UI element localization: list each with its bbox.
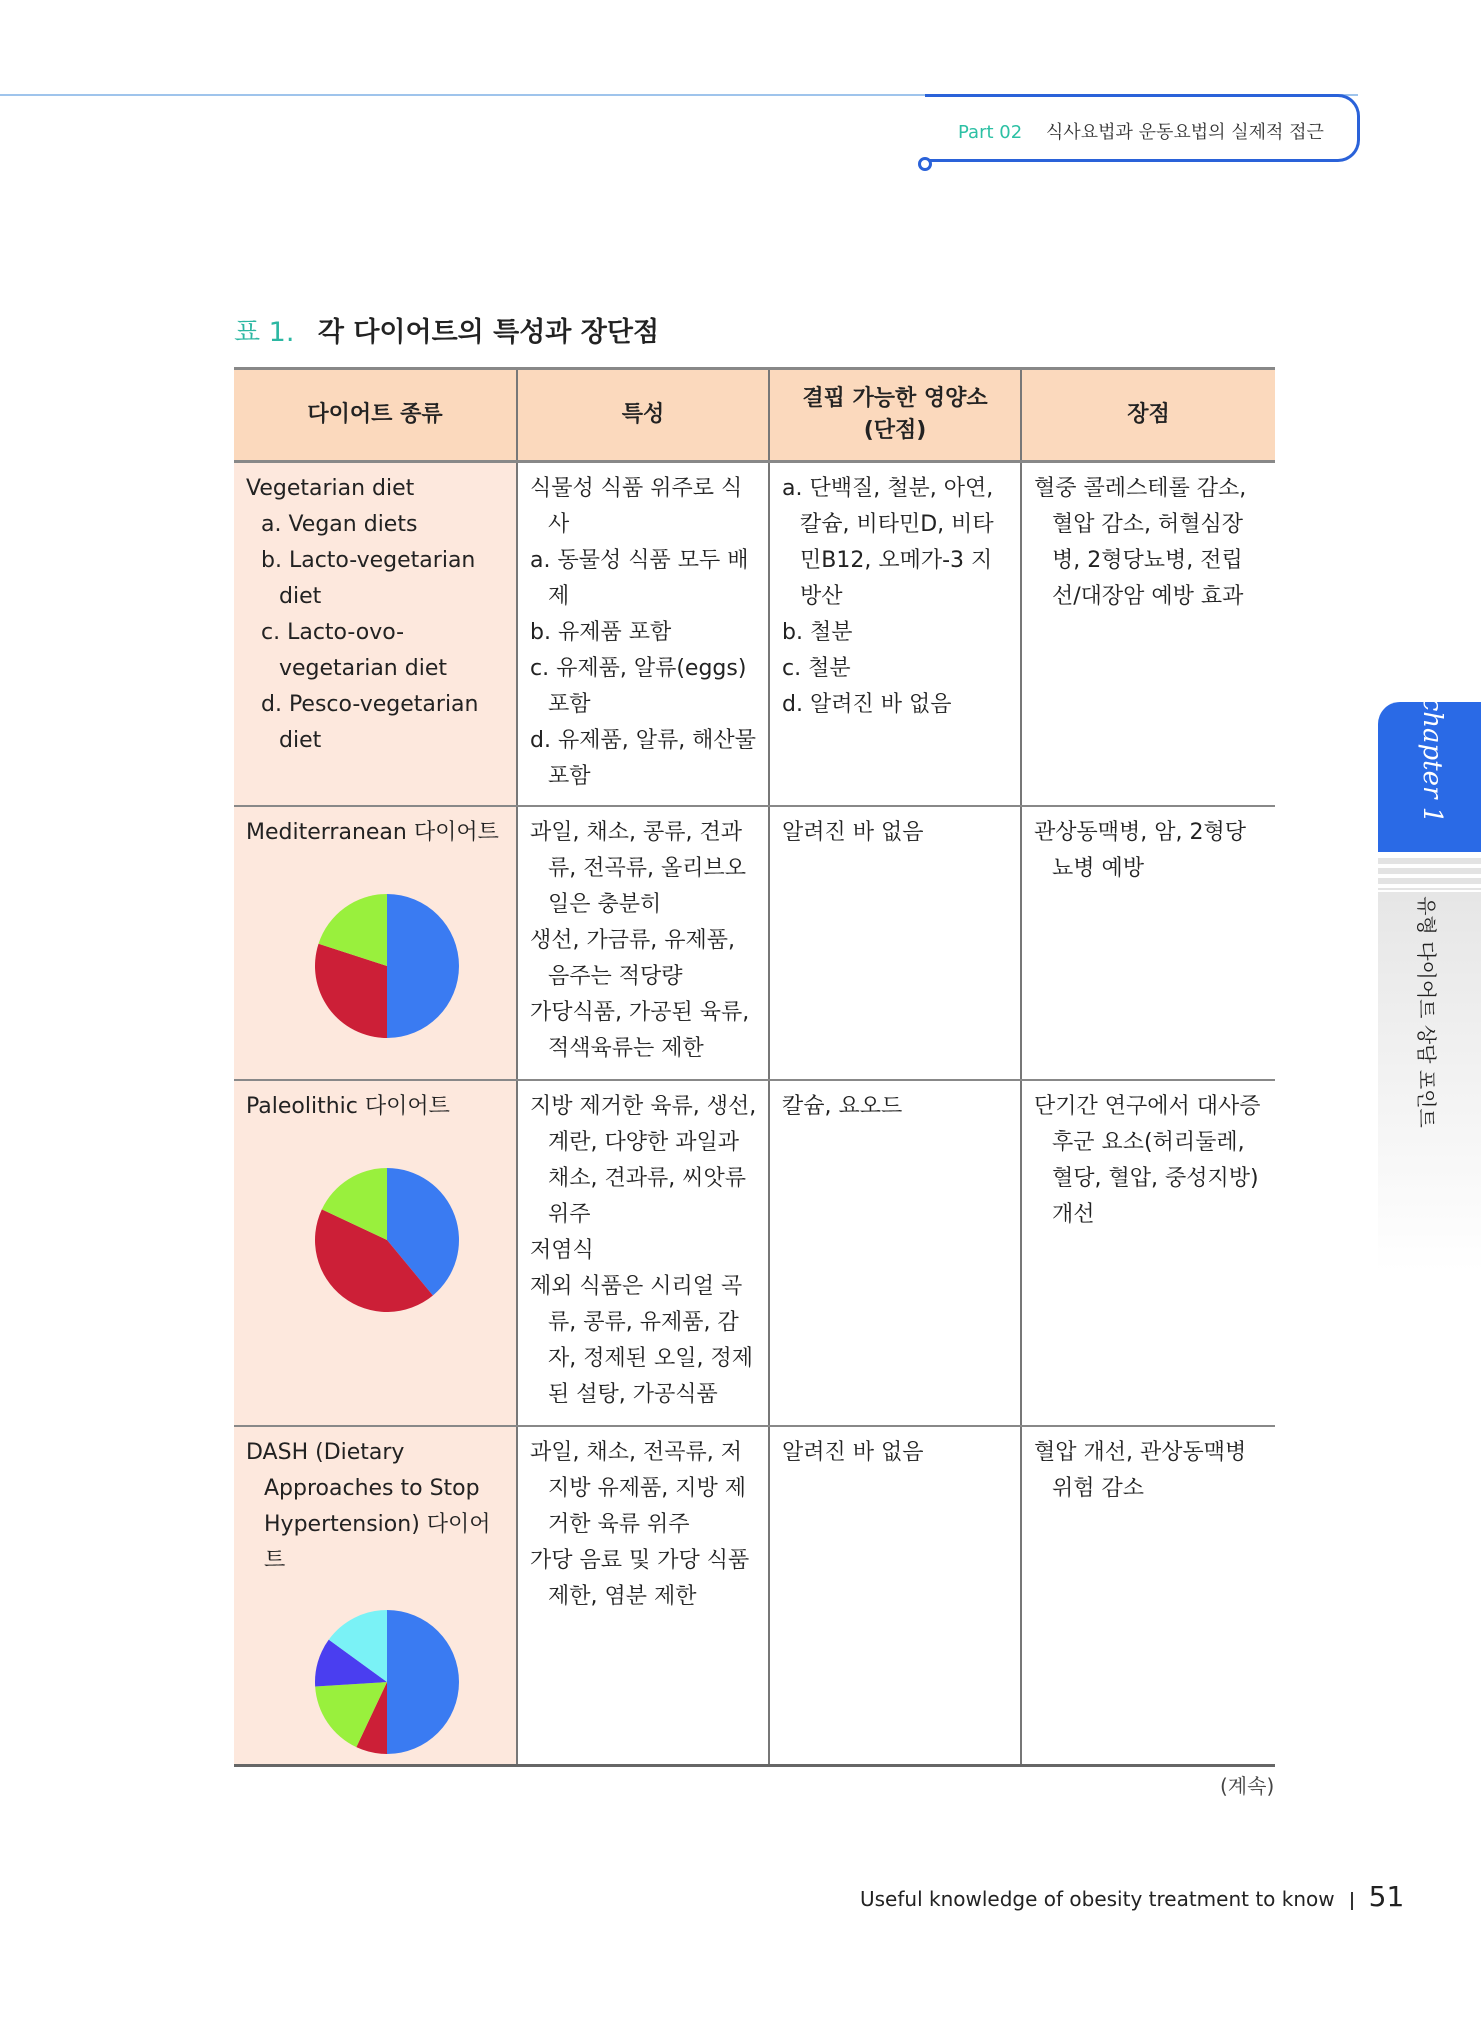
page-number: 51 <box>1368 1880 1405 1913</box>
pie-slice <box>387 1610 459 1754</box>
feature-line: 지방 제거한 육류, 생선, 계란, 다양한 과일과 채소, 견과류, 씨앗류 위주 <box>530 1093 757 1227</box>
feature-line: 가당 음료 및 가당 식품 제한, 염분 제한 <box>530 1547 750 1609</box>
features-cell <box>517 806 769 1080</box>
running-header <box>958 118 1324 144</box>
deficiency-line: b. 철분 <box>782 620 853 645</box>
table-number: 표 1. <box>234 317 295 348</box>
benefits-cell <box>1021 1426 1275 1766</box>
feature-line: 생선, 가금류, 유제품, 음주는 적당량 <box>530 927 735 989</box>
deficiency-line: d. 알려진 바 없음 <box>782 692 952 717</box>
continued-label: (계속) <box>1220 1774 1275 1798</box>
table-row <box>234 806 1275 1080</box>
footer-separator <box>1351 1892 1353 1910</box>
feature-line: d. 유제품, 알류, 해산물 포함 <box>530 728 756 789</box>
feature-line: 과일, 채소, 콩류, 견과류, 전곡류, 올리브오일은 충분히 <box>530 819 746 917</box>
deficiency-cell <box>769 1426 1021 1766</box>
feature-line: a. 동물성 식품 모두 배제 <box>530 548 749 609</box>
diet-subtype: d. Pesco-vegetarian diet <box>261 692 479 753</box>
footer-text: Useful knowledge of obesity treatment to know <box>860 1887 1335 1911</box>
table-title: 각 다이어트의 특성과 장단점 <box>317 317 660 348</box>
benefit-line: 혈중 콜레스테롤 감소, 혈압 감소, 허혈심장병, 2형당뇨병, 전립선/대장암 예방 효과 <box>1034 476 1247 609</box>
diet-subtype: c. Lacto-ovo-vegetarian diet <box>261 620 447 681</box>
table-row <box>234 462 1275 806</box>
features-cell <box>517 1426 769 1766</box>
table-row <box>234 1080 1275 1426</box>
benefits-cell <box>1021 462 1275 806</box>
deficiency-line: a. 단백질, 철분, 아연, 칼슘, 비타민D, 비타민B12, 오메가-3 지방산 <box>782 476 994 609</box>
mediterranean-pie-chart <box>314 893 460 1039</box>
deficiency-cell <box>769 1080 1021 1426</box>
features-cell <box>517 462 769 806</box>
table-caption <box>234 310 659 349</box>
header-features <box>517 369 769 462</box>
header-title: 식사요법과 운동요법의 실제적 접근 <box>1045 122 1324 143</box>
feature-line: 저염식 <box>530 1237 594 1263</box>
side-stripes <box>1378 858 1481 890</box>
header-diet-type <box>234 369 517 462</box>
feature-line: 제외 식품은 시리얼 곡류, 콩류, 유제품, 감자, 정제된 오일, 정제된 설탕, 가공식품 <box>530 1273 753 1407</box>
page-footer <box>860 1880 1404 1913</box>
feature-line: c. 유제품, 알류(eggs) 포함 <box>530 656 747 717</box>
diet-name: Paleolithic 다이어트 <box>246 1093 450 1119</box>
header-part: Part 02 <box>958 122 1023 143</box>
table-row <box>234 1426 1275 1766</box>
diet-type-cell <box>234 806 517 1080</box>
header-text: 특성 <box>621 402 665 427</box>
benefit-line: 관상동맥병, 암, 2형당뇨병 예방 <box>1034 819 1246 881</box>
deficiency-line: 알려진 바 없음 <box>782 819 924 845</box>
diet-subtype: b. Lacto-vegetarian diet <box>261 548 476 609</box>
header-text: 다이어트 종류 <box>307 402 443 427</box>
benefit-line: 단기간 연구에서 대사증후군 요소(허리둘레, 혈당, 혈압, 중성지방) 개선 <box>1034 1093 1261 1227</box>
diet-name: Vegetarian diet <box>246 476 415 501</box>
paleolithic-pie-chart <box>314 1167 460 1313</box>
deficiency-line: 칼슘, 요오드 <box>782 1093 903 1119</box>
table-header-row <box>234 369 1275 462</box>
header-benefits <box>1021 369 1275 462</box>
deficiency-cell <box>769 462 1021 806</box>
header-text: (단점) <box>863 418 927 443</box>
diet-name: DASH (Dietary Approaches to Stop Hypertension) 다이어트 <box>246 1439 491 1573</box>
diet-type-cell <box>234 1426 517 1766</box>
feature-line: b. 유제품 포함 <box>530 620 672 645</box>
diet-type-cell <box>234 1080 517 1426</box>
diet-subtype: a. Vegan diets <box>261 512 418 537</box>
diet-comparison-table <box>234 367 1275 1767</box>
header-text: 결핍 가능한 영양소 <box>802 386 988 411</box>
features-cell <box>517 1080 769 1426</box>
header-dot-icon <box>918 157 932 171</box>
feature-line: 가당식품, 가공된 육류, 적색육류는 제한 <box>530 999 750 1061</box>
header-deficiency <box>769 369 1021 462</box>
benefits-cell <box>1021 1080 1275 1426</box>
deficiency-line: 알려진 바 없음 <box>782 1439 924 1465</box>
diet-type-cell <box>234 462 517 806</box>
chapter-label: chapter 1 <box>1417 696 1447 824</box>
deficiency-cell <box>769 806 1021 1080</box>
header-text: 장점 <box>1127 402 1170 427</box>
dash-pie-chart <box>314 1609 460 1755</box>
benefits-cell <box>1021 806 1275 1080</box>
side-topic: 유형 다이어트 상담 포인트 <box>1414 896 1439 1128</box>
benefit-line: 혈압 개선, 관상동맥병 위험 감소 <box>1034 1439 1247 1501</box>
diet-name: Mediterranean 다이어트 <box>246 819 499 845</box>
deficiency-line: c. 철분 <box>782 656 851 681</box>
pie-slice <box>387 894 459 1038</box>
feature-line: 식물성 식품 위주로 식사 <box>530 476 743 537</box>
feature-line: 과일, 채소, 전곡류, 저지방 유제품, 지방 제거한 육류 위주 <box>530 1439 746 1537</box>
